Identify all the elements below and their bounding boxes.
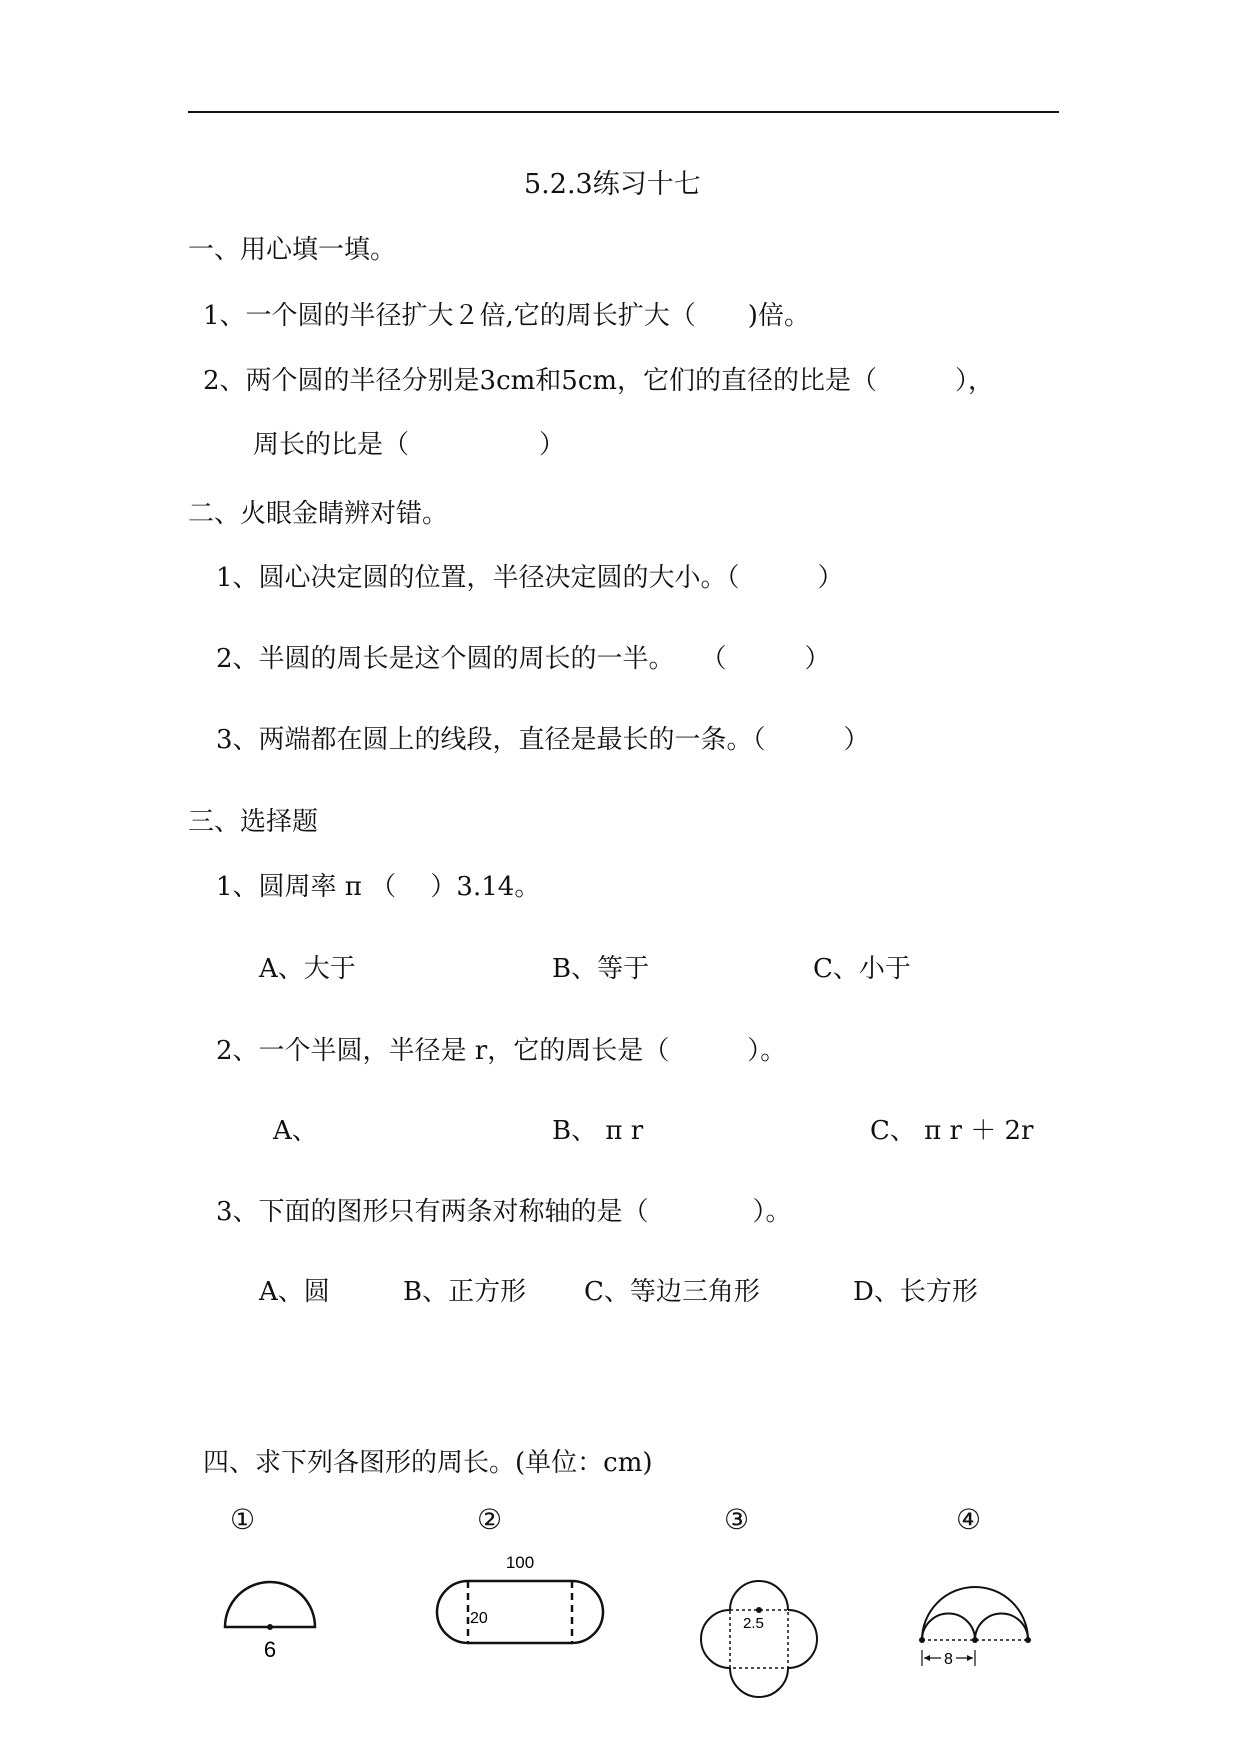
section-3-question-2: 2、一个半圆，半径是 r，它的周长是（ ）。 — [216, 1036, 787, 1066]
section-1-question-2-continued: 周长的比是（ ） — [253, 430, 566, 460]
page-title: 5.2.3练习十七 — [524, 169, 701, 200]
figure-3-number: ③ — [724, 1503, 750, 1536]
section-3-q3-option-c: C、等边三角形 — [584, 1277, 760, 1307]
figure-4-semicircles — [910, 1570, 1040, 1685]
figure-3-radius-label: 2.5 — [743, 1615, 764, 1632]
section-4-heading: 四、求下列各图形的周长。(单位：cm) — [203, 1448, 653, 1478]
figure-4-number: ④ — [956, 1503, 982, 1536]
section-3-q1-option-a: A、大于 — [259, 954, 356, 984]
section-3-q2-option-b: B、 π r — [552, 1116, 644, 1146]
figure-3-square-with-semicircles — [695, 1560, 825, 1710]
section-1-heading: 一、用心填一填。 — [188, 235, 397, 265]
section-3-question-3: 3、下面的图形只有两条对称轴的是（ ）。 — [216, 1197, 792, 1227]
figure-1-number: ① — [230, 1503, 256, 1536]
section-3-q2-option-c: C、 π r ＋ 2r — [870, 1116, 1034, 1146]
section-3-q3-option-a: A、圆 — [259, 1277, 330, 1307]
section-1-question-2: 2、两个圆的半径分别是3cm和5cm，它们的直径的比是（ ）， — [203, 366, 995, 396]
figure-2-stadium — [430, 1548, 610, 1648]
section-2-question-3: 3、两端都在圆上的线段，直径是最长的一条。（ ） — [216, 725, 870, 755]
section-2-heading: 二、火眼金睛辨对错。 — [188, 499, 449, 529]
figure-1-semicircle — [215, 1560, 325, 1660]
section-3-q1-option-c: C、小于 — [813, 954, 911, 984]
figure-1-diameter-label: 6 — [263, 1637, 277, 1660]
section-3-heading: 三、选择题 — [188, 807, 319, 837]
section-3-q2-option-a: A、 — [273, 1116, 318, 1146]
section-2-question-1: 1、圆心决定圆的位置，半径决定圆的大小。（ ） — [216, 563, 844, 593]
section-3-q3-option-d: D、长方形 — [853, 1277, 978, 1307]
header-rule — [188, 111, 1059, 113]
section-3-question-1: 1、圆周率 π （ ）3.14。 — [216, 872, 541, 902]
section-3-q1-option-b: B、等于 — [552, 954, 650, 984]
figure-4-diameter-label: 8 — [944, 1651, 953, 1668]
section-3-q3-option-b: B、正方形 — [403, 1277, 527, 1307]
section-2-question-2: 2、半圆的周长是这个圆的周长的一半。 （ ） — [216, 644, 831, 674]
figure-2-width-label: 20 — [470, 1610, 488, 1627]
section-1-question-1: 1、一个圆的半径扩大２倍,它的周长扩大（ )倍。 — [203, 301, 810, 331]
figure-2-number: ② — [477, 1503, 503, 1536]
figure-2-length-label: 100 — [505, 1553, 535, 1572]
